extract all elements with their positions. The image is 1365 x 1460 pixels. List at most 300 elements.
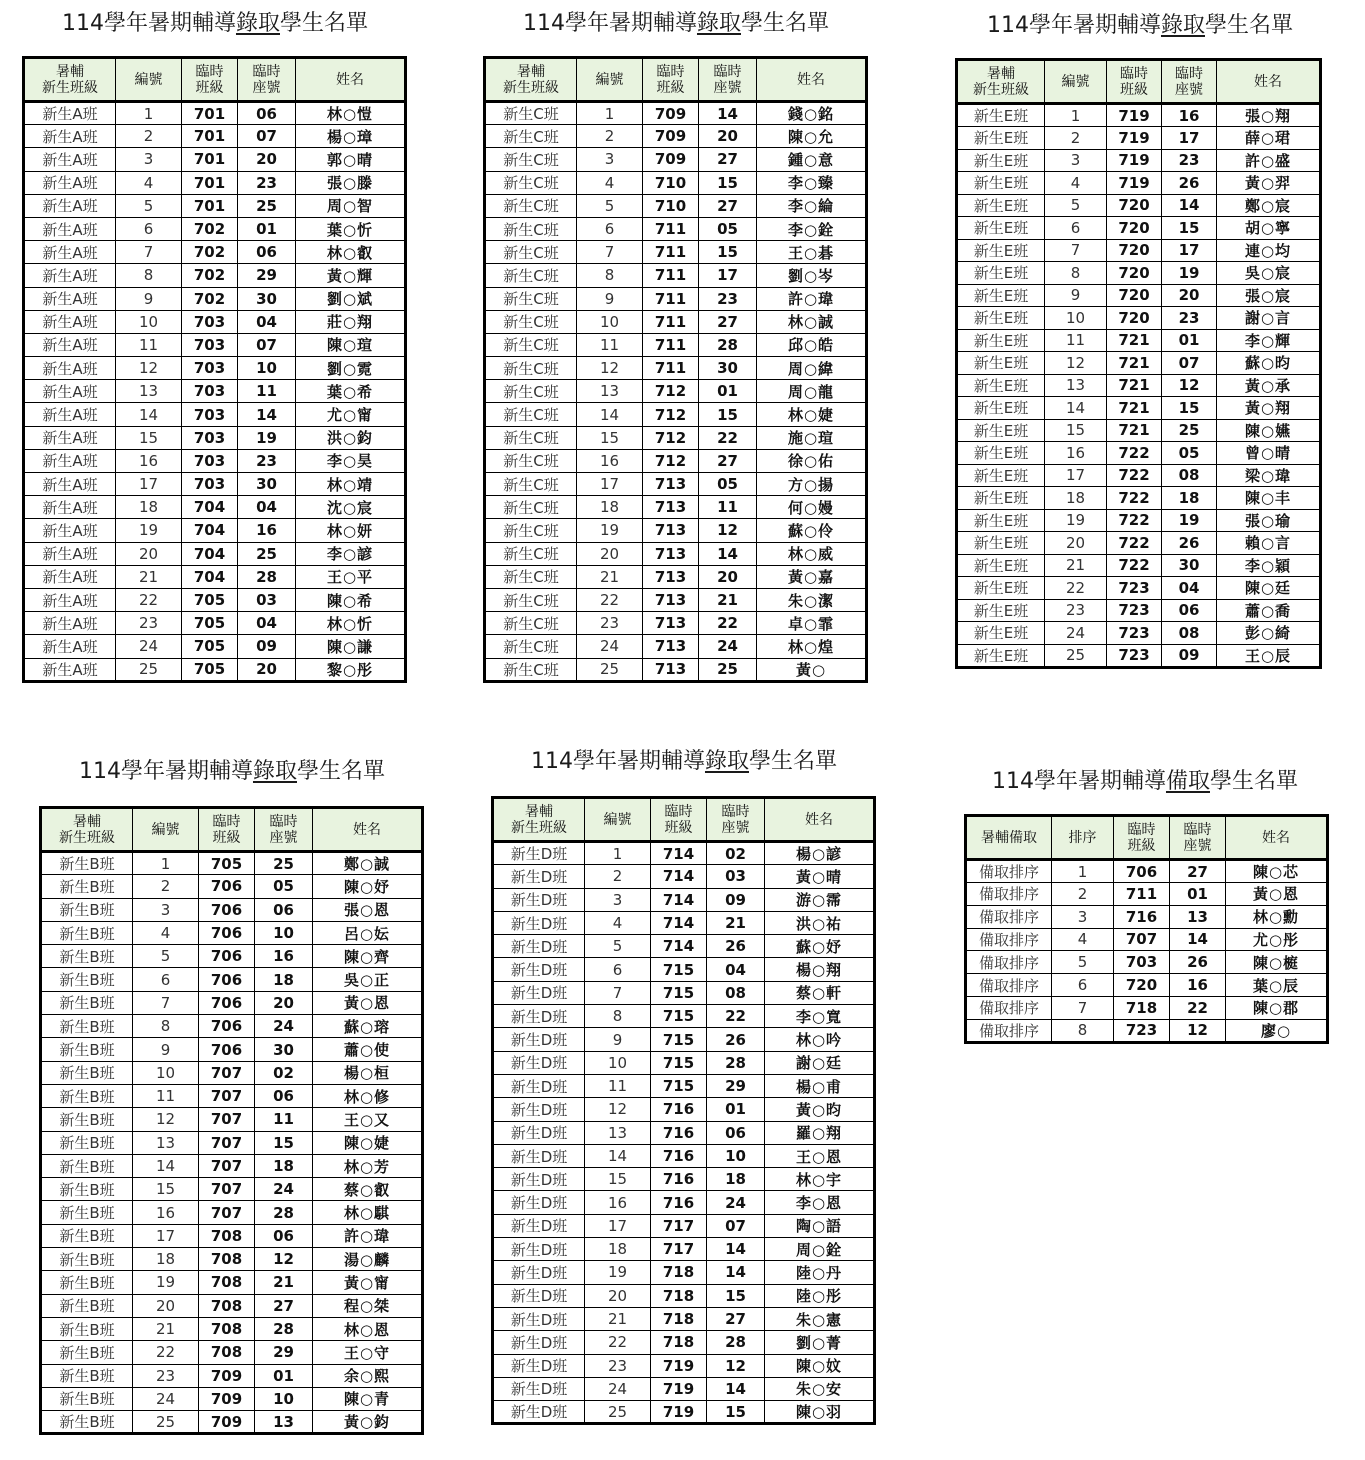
cell-group-class: 新生D班 <box>493 1214 585 1237</box>
table-row <box>957 172 1321 195</box>
cell-temp-class: 711 <box>643 357 699 380</box>
cell-number: 2 <box>1045 127 1107 150</box>
cell-group-class: 新生C班 <box>485 148 577 171</box>
cell-temp-seat: 24 <box>255 1015 313 1038</box>
cell-temp-class: 714 <box>651 888 707 911</box>
cell-group-class: 新生A班 <box>24 612 116 635</box>
cell-group-class: 新生A班 <box>24 148 116 171</box>
table-row <box>966 883 1328 906</box>
cell-temp-seat: 09 <box>1162 644 1217 667</box>
cell-student-name: 林○勳 <box>1226 905 1328 928</box>
cell-group-class: 新生E班 <box>957 352 1045 375</box>
cell-temp-seat: 27 <box>255 1294 313 1317</box>
cell-number: 13 <box>133 1131 199 1154</box>
header-name <box>1217 60 1321 104</box>
table-row <box>24 588 406 611</box>
cell-group-class: 新生B班 <box>41 852 133 875</box>
cell-student-name: 李○穎 <box>1217 554 1321 577</box>
roster-block-b <box>39 754 425 1434</box>
cell-student-name: 楊○甫 <box>765 1074 875 1097</box>
cell-temp-class: 718 <box>651 1307 707 1330</box>
cell-student-name: 陳○謙 <box>296 635 406 658</box>
cell-temp-seat: 17 <box>1162 127 1217 150</box>
cell-student-name: 邱○皓 <box>757 333 867 356</box>
table-row <box>966 951 1328 974</box>
cell-temp-class: 719 <box>1107 104 1162 127</box>
cell-temp-seat: 06 <box>255 1224 313 1247</box>
table-row <box>957 487 1321 510</box>
cell-temp-seat: 28 <box>255 1317 313 1340</box>
cell-temp-seat: 07 <box>1162 352 1217 375</box>
cell-group-class: 新生B班 <box>41 1271 133 1294</box>
cell-temp-class: 720 <box>1107 194 1162 217</box>
cell-temp-class: 707 <box>199 1154 255 1177</box>
cell-student-name: 梁○瑋 <box>1217 464 1321 487</box>
cell-group-class: 新生B班 <box>41 1061 133 1084</box>
cell-number: 14 <box>1045 397 1107 420</box>
header-temp-class <box>199 808 255 852</box>
cell-temp-class: 722 <box>1107 464 1162 487</box>
table-row <box>41 921 423 944</box>
table-row <box>957 194 1321 217</box>
cell-temp-class: 720 <box>1114 974 1170 997</box>
cell-group-class: 新生D班 <box>493 1284 585 1307</box>
header-name-line: 姓名 <box>1254 73 1282 90</box>
cell-temp-class: 716 <box>651 1168 707 1191</box>
cell-group-class: 新生B班 <box>41 1015 133 1038</box>
cell-temp-seat: 16 <box>1162 104 1217 127</box>
cell-number: 12 <box>1045 352 1107 375</box>
cell-number: 17 <box>585 1214 651 1237</box>
header-temp-class-line: 臨時 <box>656 63 685 80</box>
cell-temp-seat: 23 <box>238 171 296 194</box>
cell-number: 18 <box>133 1248 199 1271</box>
cell-temp-class: 713 <box>643 473 699 496</box>
cell-student-name: 周○銓 <box>765 1238 875 1261</box>
cell-temp-seat: 12 <box>699 519 757 542</box>
cell-student-name: 許○盛 <box>1217 149 1321 172</box>
table-row <box>41 1201 423 1224</box>
cell-group-class: 新生D班 <box>493 1098 585 1121</box>
cell-temp-seat: 13 <box>255 1411 313 1434</box>
cell-temp-seat: 28 <box>255 1201 313 1224</box>
cell-temp-seat: 30 <box>255 1038 313 1061</box>
cell-temp-seat: 23 <box>1162 307 1217 330</box>
cell-number: 3 <box>577 148 643 171</box>
table-row <box>493 1307 875 1330</box>
table-row <box>957 622 1321 645</box>
cell-temp-seat: 24 <box>699 635 757 658</box>
table-row <box>957 239 1321 262</box>
header-temp-seat <box>707 798 765 842</box>
cell-student-name: 李○寬 <box>765 1005 875 1028</box>
header-temp-seat-line: 臨時 <box>269 813 298 830</box>
cell-temp-seat: 24 <box>707 1191 765 1214</box>
header-group-line: 暑輔 <box>525 803 553 820</box>
header-temp-class <box>651 798 707 842</box>
cell-temp-seat: 30 <box>238 287 296 310</box>
cell-number: 19 <box>133 1271 199 1294</box>
cell-number: 9 <box>577 287 643 310</box>
header-number <box>1052 816 1114 860</box>
cell-temp-class: 723 <box>1107 644 1162 667</box>
cell-group-class: 新生B班 <box>41 1038 133 1061</box>
cell-temp-class: 705 <box>199 852 255 875</box>
header-temp-seat-line: 座號 <box>713 79 742 96</box>
cell-temp-class: 703 <box>1114 951 1170 974</box>
table-row <box>493 888 875 911</box>
cell-temp-seat: 06 <box>1162 599 1217 622</box>
cell-temp-class: 706 <box>1114 860 1170 883</box>
cell-temp-seat: 04 <box>238 612 296 635</box>
cell-student-name: 陸○丹 <box>765 1261 875 1284</box>
table-row <box>41 1364 423 1387</box>
cell-number: 11 <box>1045 329 1107 352</box>
cell-student-name: 劉○岑 <box>757 264 867 287</box>
cell-student-name: 賴○言 <box>1217 532 1321 555</box>
cell-student-name: 程○桀 <box>313 1294 423 1317</box>
cell-number: 21 <box>1045 554 1107 577</box>
cell-number: 7 <box>585 981 651 1004</box>
cell-group-class: 新生D班 <box>493 1261 585 1284</box>
cell-temp-seat: 05 <box>699 217 757 240</box>
table-row <box>41 945 423 968</box>
cell-temp-class: 701 <box>182 125 238 148</box>
cell-number: 12 <box>116 357 182 380</box>
table-row <box>493 1377 875 1400</box>
cell-student-name: 李○臻 <box>757 171 867 194</box>
cell-student-name: 王○辰 <box>1217 644 1321 667</box>
header-temp-class <box>643 58 699 102</box>
cell-number: 16 <box>133 1201 199 1224</box>
header-name <box>296 58 406 102</box>
cell-temp-seat: 03 <box>238 588 296 611</box>
cell-number: 2 <box>585 865 651 888</box>
cell-temp-seat: 08 <box>1162 464 1217 487</box>
cell-group-class: 新生A班 <box>24 403 116 426</box>
cell-student-name: 謝○廷 <box>765 1051 875 1074</box>
cell-student-name: 葉○忻 <box>296 217 406 240</box>
cell-temp-class: 713 <box>643 542 699 565</box>
title-text: 114學年暑期輔導 <box>530 749 705 774</box>
table-row <box>41 1271 423 1294</box>
cell-temp-seat: 14 <box>707 1377 765 1400</box>
cell-number: 5 <box>577 194 643 217</box>
cell-temp-class: 701 <box>182 194 238 217</box>
header-name <box>1226 816 1328 860</box>
cell-temp-class: 715 <box>651 981 707 1004</box>
cell-student-name: 林○叡 <box>296 241 406 264</box>
cell-temp-class: 711 <box>643 264 699 287</box>
cell-student-name: 洪○鈞 <box>296 426 406 449</box>
cell-group-class: 新生C班 <box>485 612 577 635</box>
table-row <box>493 842 875 865</box>
cell-temp-seat: 16 <box>238 519 296 542</box>
table-row <box>957 307 1321 330</box>
cell-group-class: 新生B班 <box>41 1108 133 1131</box>
table-row <box>485 496 867 519</box>
cell-temp-seat: 01 <box>238 217 296 240</box>
cell-group-class: 新生D班 <box>493 1074 585 1097</box>
cell-temp-class: 706 <box>199 875 255 898</box>
table-row <box>485 217 867 240</box>
cell-temp-seat: 15 <box>699 241 757 264</box>
cell-group-class: 新生C班 <box>485 194 577 217</box>
cell-temp-seat: 01 <box>255 1364 313 1387</box>
cell-number: 7 <box>116 241 182 264</box>
cell-temp-seat: 10 <box>255 1387 313 1410</box>
cell-number: 6 <box>577 217 643 240</box>
cell-number: 22 <box>585 1331 651 1354</box>
cell-student-name: 蘇○瑢 <box>313 1015 423 1038</box>
cell-group-class: 新生B班 <box>41 1387 133 1410</box>
cell-student-name: 劉○斌 <box>296 287 406 310</box>
table-row <box>24 241 406 264</box>
cell-group-class: 新生D班 <box>493 865 585 888</box>
table-row <box>493 1401 875 1424</box>
cell-student-name: 余○熙 <box>313 1364 423 1387</box>
cell-group-class: 新生B班 <box>41 1248 133 1271</box>
cell-temp-class: 702 <box>182 287 238 310</box>
cell-temp-seat: 26 <box>707 1028 765 1051</box>
cell-temp-class: 719 <box>1107 127 1162 150</box>
cell-group-class: 新生D班 <box>493 1191 585 1214</box>
cell-temp-class: 719 <box>651 1401 707 1424</box>
cell-temp-seat: 06 <box>255 1084 313 1107</box>
cell-temp-class: 704 <box>182 519 238 542</box>
cell-temp-seat: 19 <box>1162 509 1217 532</box>
cell-temp-seat: 10 <box>707 1144 765 1167</box>
cell-number: 22 <box>577 588 643 611</box>
cell-group-class: 新生E班 <box>957 419 1045 442</box>
table-row <box>485 473 867 496</box>
cell-temp-class: 720 <box>1107 284 1162 307</box>
header-name-line: 姓名 <box>805 811 833 828</box>
cell-temp-class: 710 <box>643 194 699 217</box>
table-row <box>485 241 867 264</box>
table-row <box>957 419 1321 442</box>
header-group <box>485 58 577 102</box>
header-temp-class-line: 臨時 <box>1127 821 1156 838</box>
cell-temp-seat: 20 <box>699 565 757 588</box>
roster-block-a <box>22 6 408 686</box>
header-name-line: 姓名 <box>1262 829 1290 846</box>
table-row <box>957 644 1321 667</box>
cell-group-class: 新生E班 <box>957 329 1045 352</box>
cell-group-class: 新生E班 <box>957 509 1045 532</box>
cell-student-name: 陳○齊 <box>313 945 423 968</box>
cell-student-name: 徐○佑 <box>757 449 867 472</box>
cell-temp-class: 705 <box>182 612 238 635</box>
table-row <box>957 127 1321 150</box>
cell-temp-class: 709 <box>199 1411 255 1434</box>
cell-temp-seat: 02 <box>255 1061 313 1084</box>
cell-temp-class: 706 <box>199 921 255 944</box>
cell-temp-class: 720 <box>1107 307 1162 330</box>
cell-group-class: 新生D班 <box>493 1354 585 1377</box>
cell-temp-class: 708 <box>199 1224 255 1247</box>
table-row <box>957 262 1321 285</box>
header-temp-seat <box>1170 816 1226 860</box>
table-row <box>41 1084 423 1107</box>
cell-temp-seat: 26 <box>1162 172 1217 195</box>
cell-student-name: 楊○璋 <box>296 125 406 148</box>
cell-student-name: 陳○榳 <box>1226 951 1328 974</box>
student-table <box>955 58 1322 669</box>
header-temp-class-line: 臨時 <box>195 63 224 80</box>
cell-group-class: 新生C班 <box>485 496 577 519</box>
table-row <box>24 380 406 403</box>
header-temp-seat-line: 座號 <box>721 819 750 836</box>
cell-group-class: 新生A班 <box>24 194 116 217</box>
cell-number: 13 <box>577 380 643 403</box>
cell-number: 16 <box>577 449 643 472</box>
cell-group-class: 新生A班 <box>24 310 116 333</box>
cell-temp-seat: 28 <box>238 565 296 588</box>
table-row <box>493 1144 875 1167</box>
cell-student-name: 林○靖 <box>296 473 406 496</box>
cell-group-class: 新生E班 <box>957 599 1045 622</box>
cell-student-name: 許○瑋 <box>757 287 867 310</box>
cell-number: 8 <box>133 1015 199 1038</box>
cell-number: 10 <box>577 310 643 333</box>
title-underlined-text: 錄取 <box>1160 13 1205 38</box>
cell-group-class: 新生D班 <box>493 1238 585 1261</box>
table-row <box>957 464 1321 487</box>
cell-temp-seat: 12 <box>1170 1019 1226 1042</box>
table-row <box>485 519 867 542</box>
table-row <box>493 1354 875 1377</box>
table-title <box>22 6 408 37</box>
cell-temp-seat: 14 <box>238 403 296 426</box>
cell-student-name: 鄭○宸 <box>1217 194 1321 217</box>
table-row <box>485 333 867 356</box>
cell-student-name: 尤○彤 <box>1226 928 1328 951</box>
cell-number: 16 <box>585 1191 651 1214</box>
cell-number: 12 <box>585 1098 651 1121</box>
cell-student-name: 黃○嘉 <box>757 565 867 588</box>
header-temp-class-line: 臨時 <box>212 813 241 830</box>
table-row <box>485 264 867 287</box>
cell-student-name: 錢○銘 <box>757 102 867 125</box>
cell-temp-class: 710 <box>643 171 699 194</box>
cell-temp-seat: 26 <box>1170 951 1226 974</box>
table-row <box>41 1387 423 1410</box>
cell-group-class: 新生C班 <box>485 473 577 496</box>
cell-temp-seat: 05 <box>255 875 313 898</box>
cell-student-name: 林○騏 <box>313 1201 423 1224</box>
cell-student-name: 鍾○意 <box>757 148 867 171</box>
table-row <box>24 217 406 240</box>
cell-student-name: 陳○羽 <box>765 1401 875 1424</box>
cell-student-name: 黃○承 <box>1217 374 1321 397</box>
cell-number: 3 <box>1052 905 1114 928</box>
cell-group-class: 新生A班 <box>24 357 116 380</box>
cell-temp-class: 722 <box>1107 487 1162 510</box>
cell-student-name: 王○碁 <box>757 241 867 264</box>
cell-number: 7 <box>133 991 199 1014</box>
cell-temp-seat: 30 <box>1162 554 1217 577</box>
cell-student-name: 黃○恩 <box>313 991 423 1014</box>
cell-number: 2 <box>1052 883 1114 906</box>
cell-number: 13 <box>1045 374 1107 397</box>
cell-group-class: 新生A班 <box>24 542 116 565</box>
table-row <box>957 599 1321 622</box>
table-row <box>493 1051 875 1074</box>
table-row <box>957 554 1321 577</box>
cell-temp-class: 712 <box>643 449 699 472</box>
roster-block-e <box>955 8 1325 668</box>
cell-temp-class: 720 <box>1107 239 1162 262</box>
cell-student-name: 蕭○喬 <box>1217 599 1321 622</box>
cell-temp-seat: 20 <box>1162 284 1217 307</box>
table-row <box>485 588 867 611</box>
table-row <box>41 1317 423 1340</box>
cell-number: 25 <box>133 1411 199 1434</box>
cell-student-name: 陳○妏 <box>765 1354 875 1377</box>
table-row <box>41 1248 423 1271</box>
table-row <box>485 426 867 449</box>
cell-number: 17 <box>116 473 182 496</box>
cell-number: 23 <box>585 1354 651 1377</box>
cell-student-name: 莊○翔 <box>296 310 406 333</box>
cell-temp-seat: 05 <box>699 473 757 496</box>
header-temp-seat <box>699 58 757 102</box>
table-row <box>957 442 1321 465</box>
cell-student-name: 林○芳 <box>313 1154 423 1177</box>
table-row <box>41 1131 423 1154</box>
table-row <box>485 612 867 635</box>
cell-student-name: 黃○輝 <box>296 264 406 287</box>
cell-temp-class: 706 <box>199 945 255 968</box>
cell-temp-class: 705 <box>182 588 238 611</box>
header-group-line: 暑輔 <box>987 65 1015 82</box>
cell-group-class: 備取排序 <box>966 883 1052 906</box>
cell-temp-seat: 17 <box>699 264 757 287</box>
title-text: 學生名單 <box>280 11 369 36</box>
table-row <box>957 532 1321 555</box>
cell-group-class: 新生A班 <box>24 635 116 658</box>
header-number <box>585 798 651 842</box>
cell-temp-class: 703 <box>182 403 238 426</box>
table-row <box>957 509 1321 532</box>
header-temp-seat-line: 臨時 <box>721 803 750 820</box>
cell-student-name: 游○霈 <box>765 888 875 911</box>
cell-temp-seat: 27 <box>699 194 757 217</box>
cell-temp-seat: 15 <box>707 1401 765 1424</box>
header-group <box>966 816 1052 860</box>
cell-number: 12 <box>133 1108 199 1131</box>
cell-temp-seat: 06 <box>707 1121 765 1144</box>
table-row <box>24 310 406 333</box>
cell-group-class: 新生D班 <box>493 1307 585 1330</box>
cell-student-name: 羅○翔 <box>765 1121 875 1144</box>
cell-temp-class: 705 <box>182 658 238 681</box>
table-row <box>24 333 406 356</box>
cell-student-name: 王○恩 <box>765 1144 875 1167</box>
cell-temp-seat: 22 <box>1170 996 1226 1019</box>
cell-group-class: 新生C班 <box>485 588 577 611</box>
header-number <box>133 808 199 852</box>
cell-student-name: 陳○郡 <box>1226 996 1328 1019</box>
cell-student-name: 黃○ <box>757 658 867 681</box>
cell-temp-class: 706 <box>199 1038 255 1061</box>
cell-group-class: 新生E班 <box>957 149 1045 172</box>
title-text: 學生名單 <box>297 759 386 784</box>
table-row <box>957 577 1321 600</box>
cell-group-class: 新生D班 <box>493 1005 585 1028</box>
header-temp-seat <box>255 808 313 852</box>
